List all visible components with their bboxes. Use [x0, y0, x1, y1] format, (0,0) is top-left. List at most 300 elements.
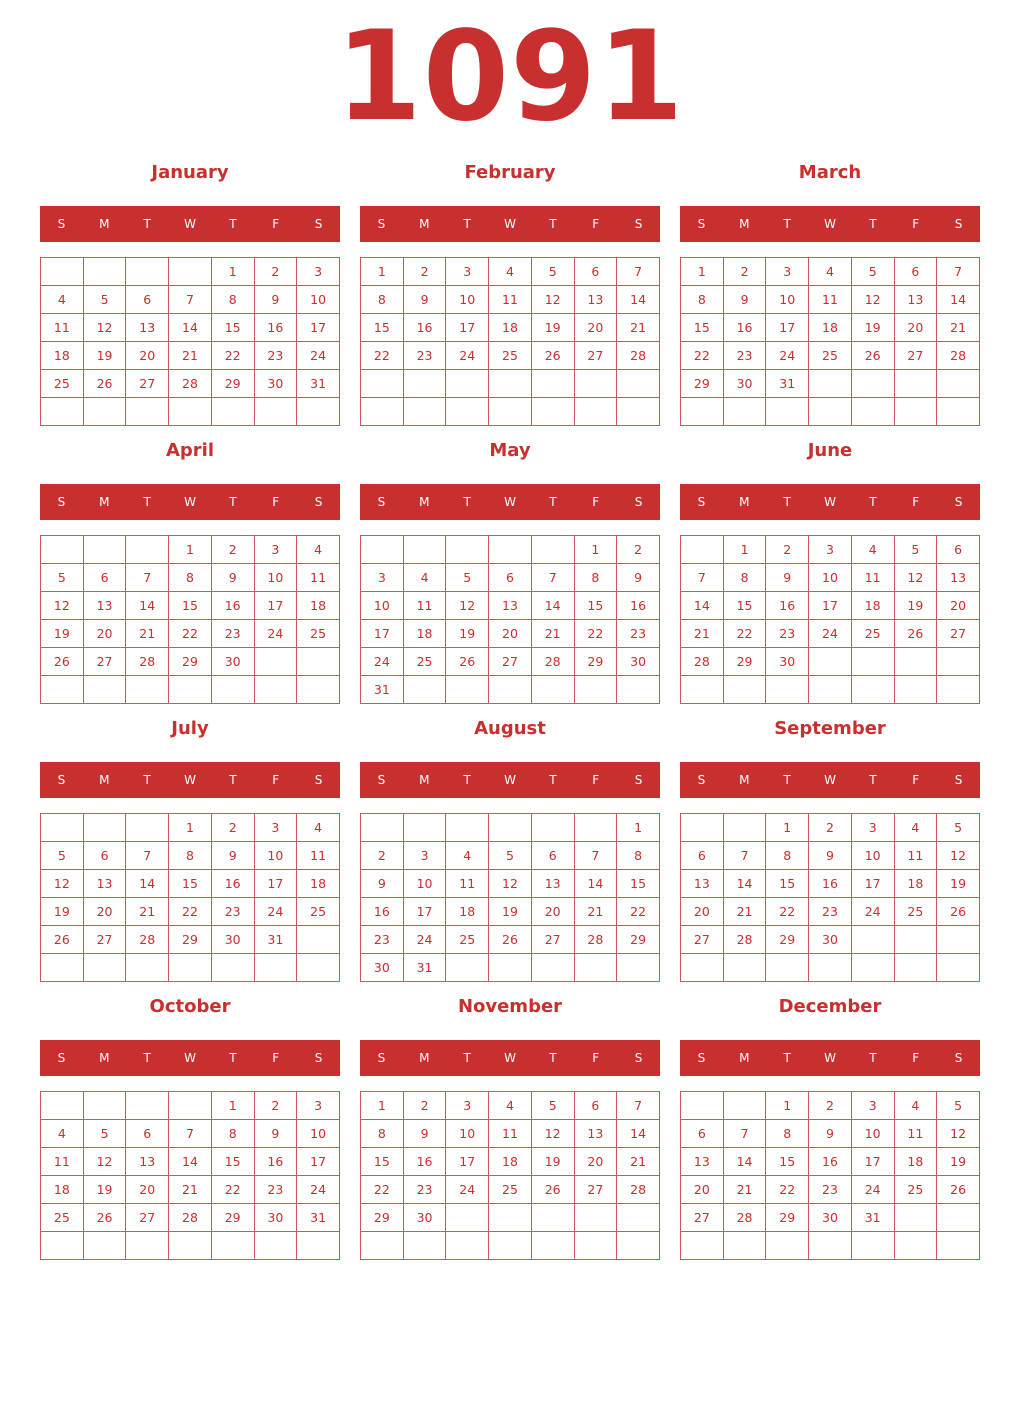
week-row: [41, 898, 340, 926]
day-cell: 21: [681, 620, 724, 648]
empty-day-cell: [403, 814, 446, 842]
week-row: [681, 342, 980, 370]
day-cell: 4: [809, 258, 852, 286]
day-cell: 17: [254, 592, 297, 620]
day-cell: 22: [211, 1176, 254, 1204]
day-cell: 19: [894, 592, 937, 620]
day-cell: 10: [851, 1120, 894, 1148]
day-cell: 19: [531, 314, 574, 342]
week-row: [361, 898, 660, 926]
empty-day-cell: [723, 954, 766, 982]
day-cell: 30: [809, 1204, 852, 1232]
day-cell: 24: [254, 620, 297, 648]
week-row: [41, 398, 340, 426]
weekday-label: S: [377, 495, 386, 509]
day-cell: 18: [809, 314, 852, 342]
empty-day-cell: [937, 1232, 980, 1260]
empty-day-cell: [211, 1232, 254, 1260]
day-cell: 18: [41, 342, 84, 370]
month-name: November: [457, 996, 563, 1017]
day-cell: 10: [297, 286, 340, 314]
empty-day-cell: [297, 648, 340, 676]
day-cell: 9: [809, 842, 852, 870]
day-cell: 6: [894, 258, 937, 286]
day-cell: 22: [361, 342, 404, 370]
weekday-label: W: [184, 1051, 196, 1065]
week-row: [361, 648, 660, 676]
day-cell: 22: [681, 342, 724, 370]
day-cell: 4: [894, 1092, 937, 1120]
day-cell: 11: [851, 564, 894, 592]
weekday-label: S: [697, 217, 706, 231]
day-cell: 12: [41, 592, 84, 620]
day-grid: [680, 813, 980, 982]
empty-day-cell: [617, 1232, 660, 1260]
day-cell: 8: [169, 564, 212, 592]
day-cell: 12: [83, 314, 126, 342]
day-cell: 6: [681, 1120, 724, 1148]
day-cell: 29: [361, 1204, 404, 1232]
day-cell: 21: [617, 314, 660, 342]
month-name: March: [798, 162, 862, 183]
day-cell: 2: [617, 536, 660, 564]
day-cell: 13: [681, 870, 724, 898]
empty-day-cell: [169, 258, 212, 286]
week-row: [361, 1204, 660, 1232]
day-cell: 13: [681, 1148, 724, 1176]
day-cell: 3: [297, 258, 340, 286]
weekday-label: S: [697, 495, 706, 509]
empty-day-cell: [254, 398, 297, 426]
day-cell: 8: [169, 842, 212, 870]
day-cell: 2: [403, 1092, 446, 1120]
day-cell: 14: [531, 592, 574, 620]
weekday-label: F: [912, 495, 920, 509]
day-cell: 3: [297, 1092, 340, 1120]
day-cell: 9: [809, 1120, 852, 1148]
empty-day-cell: [681, 1232, 724, 1260]
day-cell: 23: [809, 898, 852, 926]
day-cell: 8: [211, 1120, 254, 1148]
day-cell: 25: [809, 342, 852, 370]
day-cell: 25: [851, 620, 894, 648]
day-cell: 19: [851, 314, 894, 342]
day-cell: 28: [169, 1204, 212, 1232]
day-cell: 21: [723, 1176, 766, 1204]
empty-day-cell: [894, 370, 937, 398]
month-name: February: [464, 162, 556, 183]
weekday-label: T: [783, 495, 791, 509]
empty-day-cell: [41, 398, 84, 426]
day-cell: 17: [851, 870, 894, 898]
empty-day-cell: [489, 676, 532, 704]
empty-day-cell: [489, 370, 532, 398]
day-cell: 30: [809, 926, 852, 954]
day-cell: 3: [766, 258, 809, 286]
day-cell: 23: [211, 620, 254, 648]
day-cell: 11: [809, 286, 852, 314]
empty-day-cell: [723, 814, 766, 842]
day-cell: 6: [937, 536, 980, 564]
weekday-label: F: [592, 495, 600, 509]
day-cell: 28: [617, 342, 660, 370]
empty-day-cell: [297, 676, 340, 704]
day-cell: 10: [809, 564, 852, 592]
empty-day-cell: [531, 1204, 574, 1232]
weekday-label: T: [783, 1051, 791, 1065]
weekday-label: W: [824, 495, 836, 509]
day-cell: 21: [126, 898, 169, 926]
weekday-label: F: [592, 1051, 600, 1065]
day-cell: 9: [766, 564, 809, 592]
day-cell: 28: [574, 926, 617, 954]
empty-day-cell: [574, 1204, 617, 1232]
weekday-label: T: [143, 495, 151, 509]
day-cell: 20: [894, 314, 937, 342]
day-cell: 2: [361, 842, 404, 870]
empty-day-cell: [41, 536, 84, 564]
day-cell: 19: [41, 898, 84, 926]
weekday-label: S: [377, 217, 386, 231]
day-grid: [360, 535, 660, 704]
empty-day-cell: [894, 676, 937, 704]
weekday-header: [680, 762, 980, 798]
day-cell: 16: [211, 592, 254, 620]
week-row: [41, 620, 340, 648]
weekday-label: M: [739, 495, 750, 509]
day-cell: 18: [41, 1176, 84, 1204]
empty-day-cell: [723, 1232, 766, 1260]
week-row: [361, 926, 660, 954]
weekday-label: M: [739, 773, 750, 787]
day-cell: 11: [297, 564, 340, 592]
day-cell: 6: [126, 286, 169, 314]
day-cell: 1: [169, 536, 212, 564]
day-cell: 18: [894, 1148, 937, 1176]
day-cell: 20: [531, 898, 574, 926]
day-cell: 13: [83, 592, 126, 620]
day-cell: 26: [531, 1176, 574, 1204]
day-cell: 30: [723, 370, 766, 398]
day-grid: [40, 535, 340, 704]
day-cell: 25: [489, 342, 532, 370]
day-cell: 8: [361, 1120, 404, 1148]
weekday-label: M: [419, 773, 430, 787]
weekday-label: F: [912, 773, 920, 787]
day-cell: 26: [83, 370, 126, 398]
day-cell: 6: [574, 1092, 617, 1120]
week-row: [681, 676, 980, 704]
weekday-label: T: [549, 773, 557, 787]
day-cell: 14: [169, 314, 212, 342]
day-cell: 12: [41, 870, 84, 898]
day-cell: 9: [254, 286, 297, 314]
day-cell: 25: [446, 926, 489, 954]
day-cell: 27: [83, 926, 126, 954]
day-cell: 6: [681, 842, 724, 870]
day-cell: 30: [766, 648, 809, 676]
day-cell: 13: [574, 286, 617, 314]
day-cell: 17: [297, 314, 340, 342]
weekday-label: T: [869, 773, 877, 787]
day-cell: 11: [489, 286, 532, 314]
weekday-header: [360, 206, 660, 242]
week-row: [41, 926, 340, 954]
day-cell: 27: [574, 1176, 617, 1204]
day-cell: 29: [574, 648, 617, 676]
weekday-label: W: [504, 773, 516, 787]
weekday-label: W: [824, 217, 836, 231]
empty-day-cell: [766, 954, 809, 982]
day-cell: 23: [403, 342, 446, 370]
day-grid: [680, 1091, 980, 1260]
day-cell: 9: [403, 1120, 446, 1148]
empty-day-cell: [126, 1092, 169, 1120]
empty-day-cell: [254, 676, 297, 704]
day-cell: 5: [894, 536, 937, 564]
week-row: [681, 1148, 980, 1176]
weekday-label: M: [99, 495, 110, 509]
week-row: [361, 314, 660, 342]
week-row: [681, 620, 980, 648]
day-cell: 5: [41, 564, 84, 592]
day-cell: 1: [574, 536, 617, 564]
weekday-label: M: [419, 217, 430, 231]
day-grid: [40, 813, 340, 982]
weekday-label: T: [229, 495, 237, 509]
weekday-label: S: [954, 773, 963, 787]
day-cell: 9: [254, 1120, 297, 1148]
day-cell: 15: [211, 1148, 254, 1176]
day-cell: 8: [211, 286, 254, 314]
day-cell: 29: [766, 1204, 809, 1232]
empty-day-cell: [41, 814, 84, 842]
weekday-label: F: [272, 1051, 280, 1065]
week-row: [361, 1176, 660, 1204]
day-cell: 2: [211, 814, 254, 842]
day-cell: 13: [126, 314, 169, 342]
day-cell: 22: [617, 898, 660, 926]
weekday-label: S: [377, 1051, 386, 1065]
empty-day-cell: [894, 926, 937, 954]
empty-day-cell: [937, 398, 980, 426]
day-cell: 11: [403, 592, 446, 620]
day-cell: 5: [41, 842, 84, 870]
week-row: [681, 648, 980, 676]
day-cell: 21: [169, 1176, 212, 1204]
empty-day-cell: [126, 676, 169, 704]
day-grid: [360, 257, 660, 426]
day-cell: 16: [809, 870, 852, 898]
day-cell: 4: [851, 536, 894, 564]
weekday-label: M: [99, 1051, 110, 1065]
day-cell: 10: [766, 286, 809, 314]
day-cell: 17: [403, 898, 446, 926]
day-cell: 12: [531, 1120, 574, 1148]
day-cell: 19: [489, 898, 532, 926]
empty-day-cell: [169, 1092, 212, 1120]
weekday-label: S: [314, 1051, 323, 1065]
day-cell: 12: [531, 286, 574, 314]
empty-day-cell: [531, 954, 574, 982]
day-cell: 5: [937, 814, 980, 842]
weekday-label: T: [549, 1051, 557, 1065]
day-cell: 26: [446, 648, 489, 676]
day-cell: 20: [83, 620, 126, 648]
day-cell: 19: [937, 870, 980, 898]
empty-day-cell: [403, 1232, 446, 1260]
day-cell: 11: [41, 314, 84, 342]
empty-day-cell: [531, 398, 574, 426]
week-row: [681, 1092, 980, 1120]
day-cell: 18: [489, 314, 532, 342]
day-cell: 4: [297, 536, 340, 564]
day-cell: 16: [809, 1148, 852, 1176]
day-cell: 3: [851, 814, 894, 842]
day-cell: 27: [126, 1204, 169, 1232]
day-cell: 3: [361, 564, 404, 592]
empty-day-cell: [297, 1232, 340, 1260]
empty-day-cell: [937, 648, 980, 676]
day-cell: 1: [169, 814, 212, 842]
year-title: 1091: [335, 5, 685, 149]
empty-day-cell: [531, 814, 574, 842]
day-cell: 1: [766, 814, 809, 842]
day-cell: 14: [617, 286, 660, 314]
day-cell: 2: [403, 258, 446, 286]
day-cell: 26: [41, 926, 84, 954]
day-cell: 24: [446, 342, 489, 370]
day-cell: 3: [446, 258, 489, 286]
empty-day-cell: [851, 954, 894, 982]
day-cell: 18: [297, 592, 340, 620]
day-cell: 22: [766, 1176, 809, 1204]
day-cell: 9: [403, 286, 446, 314]
week-row: [41, 954, 340, 982]
empty-day-cell: [531, 1232, 574, 1260]
day-cell: 27: [681, 1204, 724, 1232]
empty-day-cell: [937, 1204, 980, 1232]
day-cell: 29: [211, 1204, 254, 1232]
weekday-label: M: [739, 217, 750, 231]
empty-day-cell: [489, 536, 532, 564]
day-cell: 17: [297, 1148, 340, 1176]
month-name: January: [151, 162, 229, 183]
day-cell: 1: [211, 1092, 254, 1120]
day-cell: 15: [723, 592, 766, 620]
day-cell: 14: [617, 1120, 660, 1148]
day-cell: 21: [723, 898, 766, 926]
empty-day-cell: [297, 398, 340, 426]
day-cell: 16: [254, 1148, 297, 1176]
weekday-label: M: [419, 1051, 430, 1065]
empty-day-cell: [489, 954, 532, 982]
day-cell: 17: [851, 1148, 894, 1176]
day-cell: 1: [681, 258, 724, 286]
day-cell: 27: [83, 648, 126, 676]
day-cell: 20: [126, 342, 169, 370]
week-row: [361, 676, 660, 704]
week-row: [41, 536, 340, 564]
day-cell: 21: [531, 620, 574, 648]
day-cell: 15: [681, 314, 724, 342]
empty-day-cell: [126, 1232, 169, 1260]
day-cell: 29: [169, 648, 212, 676]
day-cell: 24: [403, 926, 446, 954]
day-cell: 31: [254, 926, 297, 954]
weekday-label: T: [869, 1051, 877, 1065]
day-cell: 2: [809, 814, 852, 842]
empty-day-cell: [894, 954, 937, 982]
day-cell: 1: [211, 258, 254, 286]
day-cell: 3: [446, 1092, 489, 1120]
weekday-label: W: [504, 1051, 516, 1065]
empty-day-cell: [766, 1232, 809, 1260]
day-cell: 23: [361, 926, 404, 954]
day-cell: 18: [851, 592, 894, 620]
empty-day-cell: [446, 814, 489, 842]
weekday-label: W: [824, 1051, 836, 1065]
day-cell: 7: [126, 842, 169, 870]
day-cell: 5: [446, 564, 489, 592]
empty-day-cell: [681, 814, 724, 842]
day-cell: 26: [531, 342, 574, 370]
empty-day-cell: [894, 1232, 937, 1260]
empty-day-cell: [574, 954, 617, 982]
day-cell: 31: [297, 370, 340, 398]
weekday-label: M: [419, 495, 430, 509]
day-cell: 28: [126, 926, 169, 954]
week-row: [361, 370, 660, 398]
empty-day-cell: [723, 1092, 766, 1120]
empty-day-cell: [169, 954, 212, 982]
day-cell: 26: [851, 342, 894, 370]
day-cell: 19: [531, 1148, 574, 1176]
week-row: [361, 814, 660, 842]
day-cell: 4: [446, 842, 489, 870]
weekday-label: T: [463, 217, 471, 231]
day-cell: 31: [851, 1204, 894, 1232]
day-cell: 26: [937, 898, 980, 926]
day-cell: 9: [361, 870, 404, 898]
day-cell: 4: [297, 814, 340, 842]
empty-day-cell: [574, 1232, 617, 1260]
day-cell: 19: [83, 1176, 126, 1204]
weekday-label: S: [314, 495, 323, 509]
day-cell: 18: [297, 870, 340, 898]
day-cell: 11: [297, 842, 340, 870]
empty-day-cell: [723, 398, 766, 426]
weekday-label: S: [634, 495, 643, 509]
empty-day-cell: [403, 536, 446, 564]
day-cell: 27: [126, 370, 169, 398]
empty-day-cell: [937, 954, 980, 982]
weekday-label: M: [99, 217, 110, 231]
empty-day-cell: [254, 648, 297, 676]
day-cell: 14: [937, 286, 980, 314]
day-cell: 24: [851, 1176, 894, 1204]
weekday-label: T: [783, 773, 791, 787]
day-cell: 20: [83, 898, 126, 926]
day-cell: 21: [126, 620, 169, 648]
day-cell: 18: [894, 870, 937, 898]
empty-day-cell: [169, 676, 212, 704]
day-cell: 20: [489, 620, 532, 648]
week-row: [361, 620, 660, 648]
day-cell: 23: [254, 342, 297, 370]
weekday-label: F: [912, 1051, 920, 1065]
empty-day-cell: [41, 676, 84, 704]
